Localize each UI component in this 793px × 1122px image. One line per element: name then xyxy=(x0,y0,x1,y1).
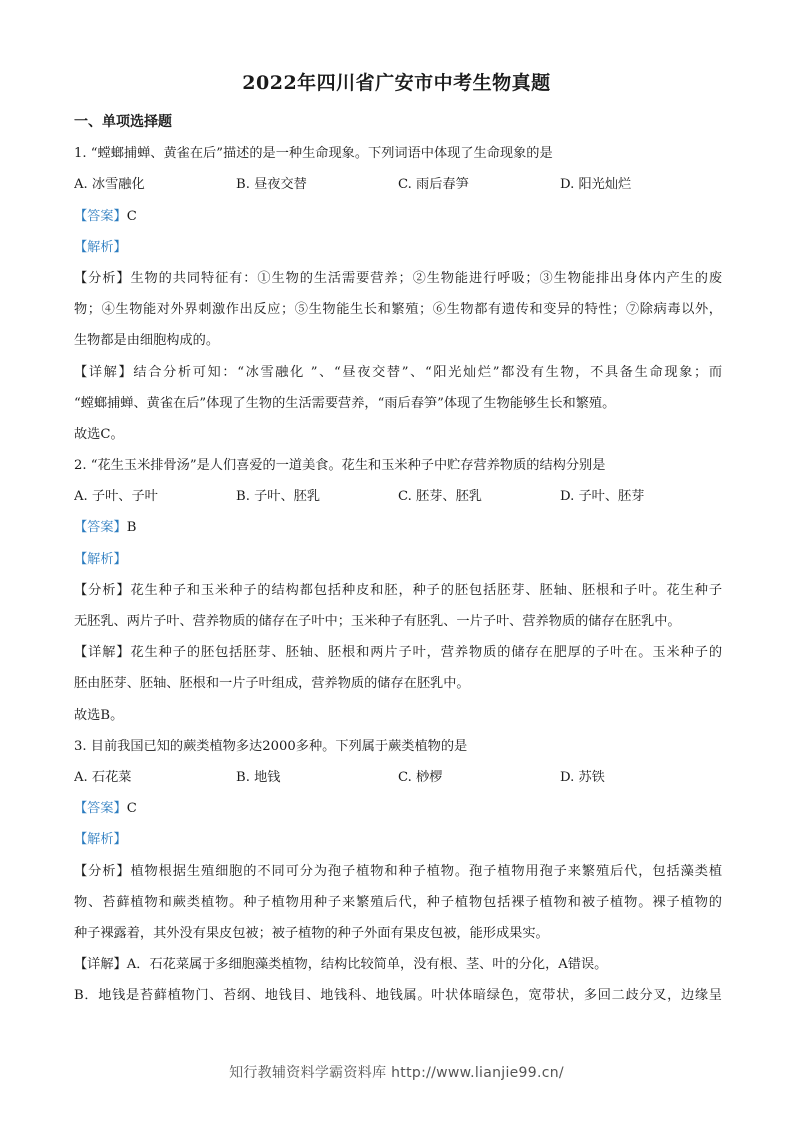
question-1-option-d: D. 阳光灿烂 xyxy=(560,177,632,193)
xiangjie-text: A．石花菜属于多细胞藻类植物，结构比较简单，没有根、茎、叶的分化，A错误。 xyxy=(126,957,608,973)
xiangjie-text: 花生种子的胚包括胚芽、胚轴、胚根和两片子叶，营养物质的储存在肥厚的子叶在。玉米种子的 xyxy=(130,645,722,661)
question-2-option-b: B. 子叶、胚乳 xyxy=(236,489,321,505)
question-3-option-c: C. 桫椤 xyxy=(398,769,443,785)
fenxi-tag: 【分析】 xyxy=(74,270,131,286)
xiangjie-tag: 【详解】 xyxy=(74,645,131,661)
question-2-options xyxy=(74,481,722,512)
question-2-option-a: A. 子叶、子叶 xyxy=(74,489,158,505)
xiangjie-tag: 【详解】 xyxy=(74,957,127,973)
question-1-fenxi-line-2: 物；④生物能对外界刺激作出反应；⑤生物能生长和繁殖；⑥生物都有遗传和变异的特性；⑦除病毒以外， xyxy=(74,302,722,318)
answer-tag: 【答案】 xyxy=(74,208,127,224)
question-1-stem: 1. “螳螂捕蝉、黄雀在后”描述的是一种生命现象。下列词语中体现了生命现象的是 xyxy=(74,146,553,162)
question-3-answer xyxy=(74,793,722,824)
question-3-xiangjie-line-2: B．地钱是苔藓植物门、苔纲、地钱目、地钱科、地钱属。叶状体暗绿色，宽带状，多回二歧分叉，边缘呈 xyxy=(74,988,722,1004)
question-1-options xyxy=(74,169,722,200)
question-1-xiangjie-line-1 xyxy=(74,357,722,388)
question-3-options xyxy=(74,762,722,793)
section-heading: 一、单项选择题 xyxy=(74,114,172,130)
xiangjie-text: 结合分析可知：“冰雪融化 ”、“昼夜交替”、“阳光灿烂”都没有生物，不具备生命现象；而 xyxy=(133,364,722,380)
question-3-xiangjie-line-1 xyxy=(74,949,722,980)
question-2-xiangjie-line-2: 胚由胚芽、胚轴、胚根和一片子叶组成，营养物质的储存在胚乳中。 xyxy=(74,676,470,692)
fenxi-text: 植物根据生殖细胞的不同可分为孢子植物和种子植物。孢子植物用孢子来繁殖后代，包括藻类植 xyxy=(130,863,722,879)
question-2-analysis-tag: 【解析】 xyxy=(74,551,127,567)
document-body xyxy=(74,107,722,1011)
question-1-answer xyxy=(74,201,722,232)
question-3-option-b: B. 地钱 xyxy=(236,769,281,785)
fenxi-tag: 【分析】 xyxy=(74,863,131,879)
question-1-xiangjie-line-2: “螳螂捕蝉、黄雀在后”体现了生物的生活需要营养，“雨后春笋”体现了生物能够生长和繁殖。 xyxy=(74,395,616,411)
question-2-conclusion: 故选B。 xyxy=(74,707,124,723)
question-2-fenxi-line-1 xyxy=(74,575,722,606)
question-1-option-c: C. 雨后春笋 xyxy=(398,177,469,193)
question-2-xiangjie-line-1 xyxy=(74,637,722,668)
question-3-fenxi-line-2: 物、苔藓植物和蕨类植物。种子植物用种子来繁殖后代，种子植物包括裸子植物和被子植物。裸子植物的 xyxy=(74,894,722,910)
question-1-conclusion: 故选C。 xyxy=(74,426,124,442)
question-2-stem: 2. “花生玉米排骨汤”是人们喜爱的一道美食。花生和玉米种子中贮存营养物质的结构分别是 xyxy=(74,458,606,474)
question-1-fenxi-line-3: 生物都是由细胞构成的。 xyxy=(74,333,220,349)
question-3-option-d: D. 苏铁 xyxy=(560,769,605,785)
page-title: 2022年四川省广安市中考生物真题 xyxy=(242,72,551,94)
question-2-option-d: D. 子叶、胚芽 xyxy=(560,489,645,505)
question-2-option-c: C. 胚芽、胚乳 xyxy=(398,489,482,505)
answer-tag: 【答案】 xyxy=(74,801,127,817)
question-2-answer xyxy=(74,512,722,543)
question-1-option-b: B. 昼夜交替 xyxy=(236,177,307,193)
fenxi-text: 生物的共同特征有：①生物的生活需要营养；②生物能进行呼吸；③生物能排出身体内产生的废 xyxy=(130,270,722,286)
question-1-option-a: A. 冰雪融化 xyxy=(74,177,145,193)
answer-value: C xyxy=(126,801,137,817)
answer-value: C xyxy=(126,208,137,224)
page-footer-watermark: 知行教辅资料学霸资料库 http://www.lianjie99.cn/ xyxy=(229,1065,564,1081)
question-3-fenxi-line-1 xyxy=(74,856,722,887)
answer-tag: 【答案】 xyxy=(74,520,127,536)
question-3-fenxi-line-3: 种子裸露着，其外没有果皮包被；被子植物的种子外面有果皮包被，能形成果实。 xyxy=(74,925,549,941)
fenxi-text: 花生种子和玉米种子的结构都包括种皮和胚，种子的胚包括胚芽、胚轴、胚根和子叶。花生种子 xyxy=(130,582,722,598)
question-3-option-a: A. 石花菜 xyxy=(74,769,132,785)
question-3-analysis-tag: 【解析】 xyxy=(74,832,127,848)
question-1-fenxi-line-1 xyxy=(74,263,722,294)
fenxi-tag: 【分析】 xyxy=(74,582,131,598)
xiangjie-tag: 【详解】 xyxy=(74,364,134,380)
answer-value: B xyxy=(126,520,137,536)
question-2-fenxi-line-2: 无胚乳、两片子叶、营养物质的储存在子叶中；玉米种子有胚乳、一片子叶、营养物质的储存在胚乳中。 xyxy=(74,614,681,629)
question-1-analysis-tag: 【解析】 xyxy=(74,239,127,255)
question-3-stem: 3. 目前我国已知的蕨类植物多达2000多种。下列属于蕨类植物的是 xyxy=(74,738,468,754)
